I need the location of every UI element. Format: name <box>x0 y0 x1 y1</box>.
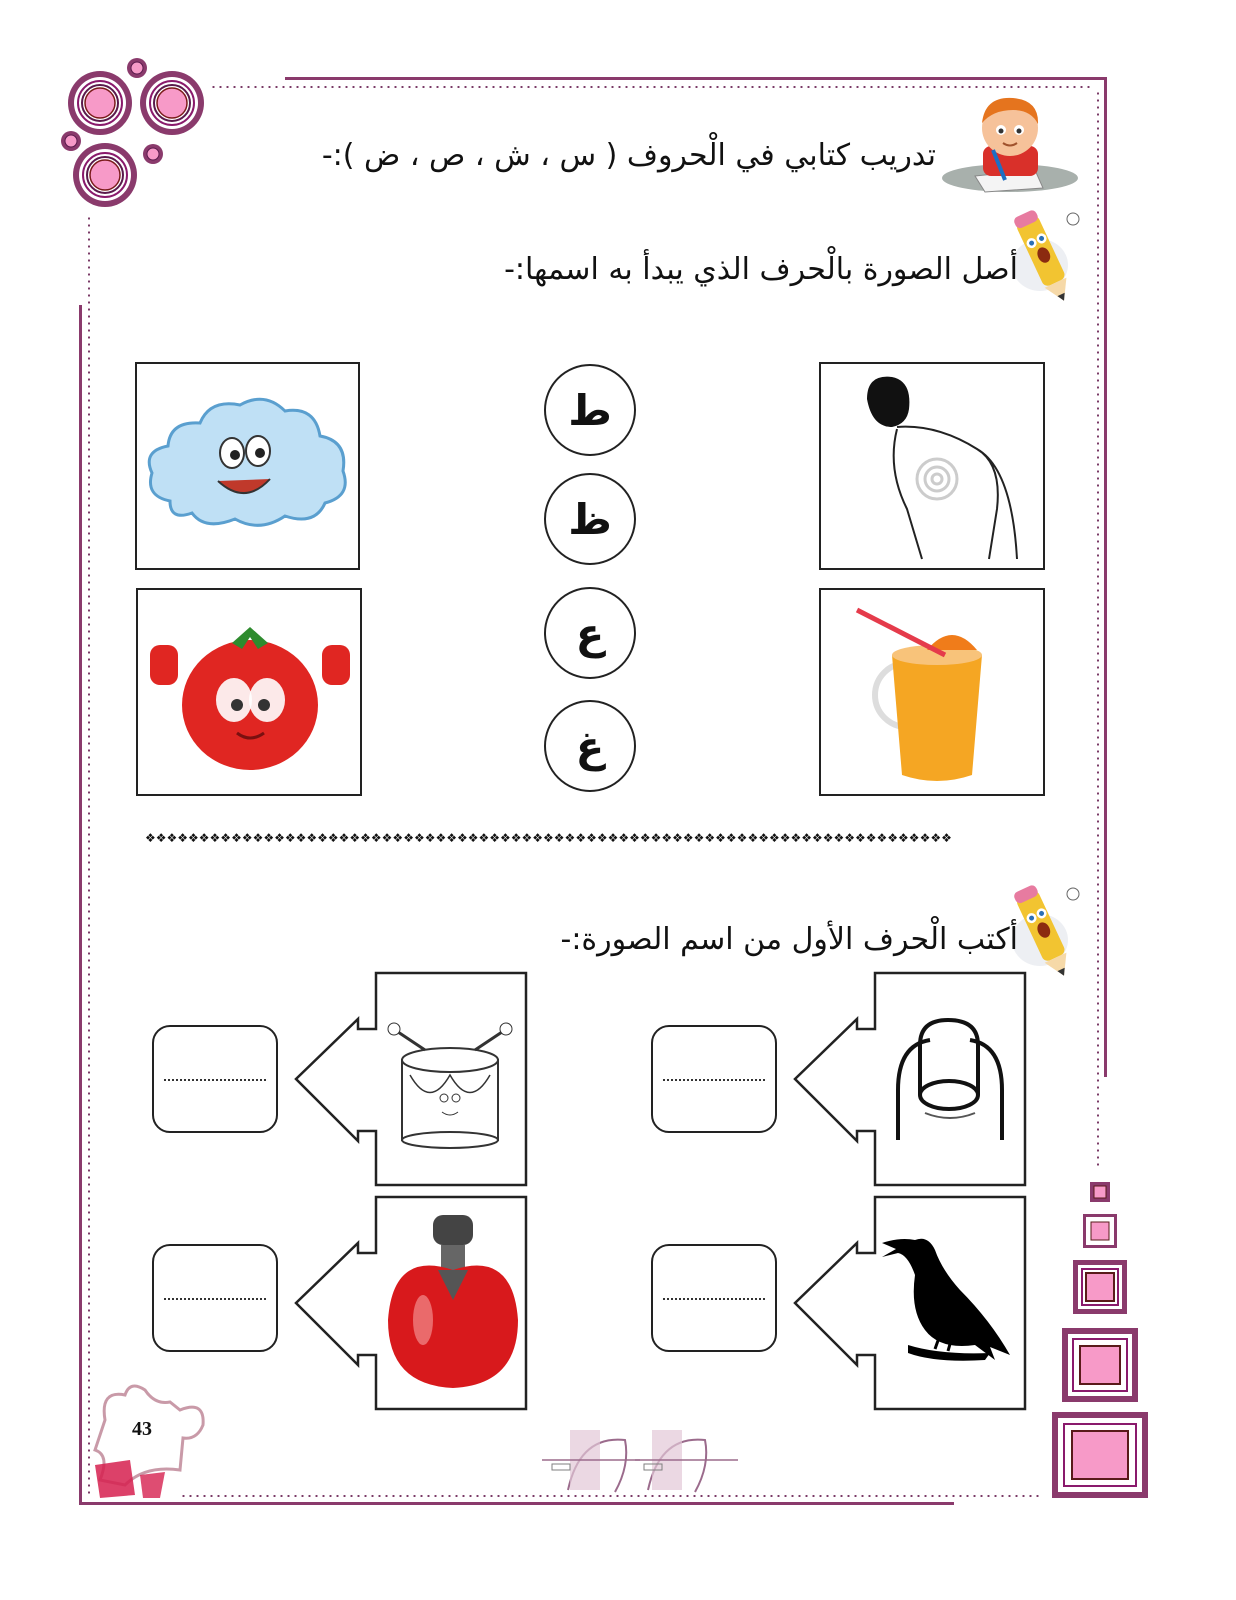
tomato-icon <box>142 605 357 780</box>
watermark-logo-icon <box>540 1420 740 1495</box>
picture-juice[interactable] <box>819 588 1045 796</box>
picture-back[interactable] <box>819 362 1045 570</box>
answer-box-fingernail[interactable] <box>651 1025 777 1133</box>
section2-instruction: أكتب الْحرف الأول من اسم الصورة:- <box>560 922 1018 957</box>
frame-bottom-line <box>79 1502 954 1505</box>
letter-circle-ghain[interactable]: غ <box>544 700 636 792</box>
section1-instruction: أصل الصورة بالْحرف الذي يبدأ به اسمها:- <box>504 252 1018 287</box>
answer-box-crow[interactable] <box>651 1244 777 1352</box>
juice-icon <box>827 595 1037 790</box>
perfume-icon <box>383 1210 523 1390</box>
answer-line <box>663 1079 765 1081</box>
crow-icon <box>880 1235 1015 1365</box>
squares-decoration <box>1050 1180 1150 1500</box>
answer-box-drum[interactable] <box>152 1025 278 1133</box>
section1-title: تدريب كتابي في الْحروف ( س ، ش ، ص ، ض ):- <box>321 138 936 173</box>
drum-icon <box>380 1020 520 1150</box>
fingernail-icon <box>890 1015 1010 1145</box>
circle-big-3 <box>73 143 137 207</box>
boy-writing-icon <box>935 88 1080 198</box>
page-number: 43 <box>132 1418 152 1440</box>
frame-right-line <box>1104 77 1107 1077</box>
circles-decoration <box>55 55 215 220</box>
frame-left-dots <box>88 215 90 1495</box>
frame-top-line <box>285 77 1107 80</box>
letter-circle-taa[interactable]: ط <box>544 364 636 456</box>
letter-circle-thaa[interactable]: ظ <box>544 473 636 565</box>
back-pain-icon <box>827 369 1037 564</box>
picture-tomato[interactable] <box>136 588 362 796</box>
answer-box-perfume[interactable] <box>152 1244 278 1352</box>
section-divider: ❖❖❖❖❖❖❖❖❖❖❖❖❖❖❖❖❖❖❖❖❖❖❖❖❖❖❖❖❖❖❖❖❖❖❖❖❖❖❖❖❖❖❖❖❖❖❖❖❖❖❖❖❖❖❖❖❖❖❖❖❖❖❖❖❖❖❖❖❖❖❖❖❖❖❖ <box>145 831 952 845</box>
frame-left-line <box>79 305 82 1505</box>
circle-big-1 <box>68 71 132 135</box>
answer-line <box>663 1298 765 1300</box>
circle-big-2 <box>140 71 204 135</box>
cloud-icon <box>140 391 355 541</box>
answer-line <box>164 1079 266 1081</box>
frame-right-dots <box>1097 90 1099 1170</box>
frame-bottom-dots <box>180 1495 1040 1497</box>
letter-circle-ain[interactable]: ع <box>544 587 636 679</box>
answer-line <box>164 1298 266 1300</box>
picture-cloud[interactable] <box>135 362 360 570</box>
